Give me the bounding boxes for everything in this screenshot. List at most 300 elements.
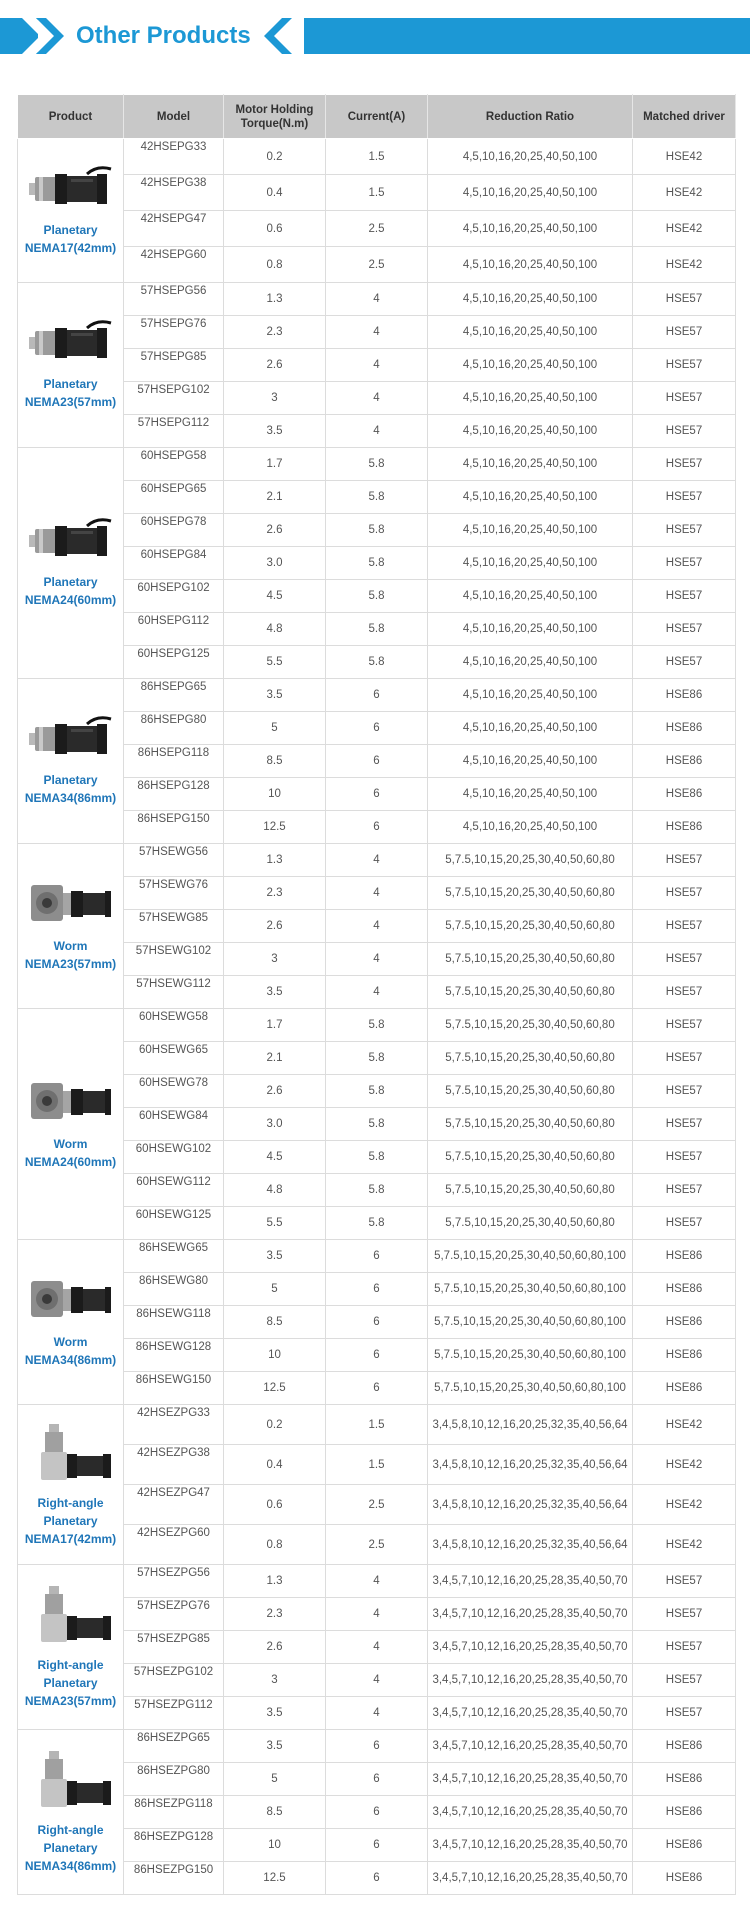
ratio-cell: 4,5,10,16,20,25,40,50,100 — [428, 778, 633, 811]
ratio-cell: 5,7.5,10,15,20,25,30,40,50,60,80,100 — [428, 1339, 633, 1372]
page-title: Other Products — [76, 22, 251, 49]
current-cell: 6 — [326, 1339, 428, 1372]
ratio-cell: 3,4,5,8,10,12,16,20,25,32,35,40,56,64 — [428, 1485, 633, 1525]
current-cell: 1.5 — [326, 139, 428, 175]
chevron-right-icon — [22, 18, 66, 54]
driver-cell: HSE86 — [633, 1306, 736, 1339]
model-cell: 86HSEZPG65 — [124, 1730, 224, 1763]
current-cell: 6 — [326, 1796, 428, 1829]
driver-cell: HSE86 — [633, 1829, 736, 1862]
torque-cell: 2.3 — [224, 877, 326, 910]
model-cell: 60HSEWG102 — [124, 1141, 224, 1174]
current-cell: 5.8 — [326, 1141, 428, 1174]
driver-cell: HSE57 — [633, 976, 736, 1009]
torque-cell: 12.5 — [224, 1862, 326, 1895]
table-row — [18, 745, 736, 778]
current-cell: 4 — [326, 415, 428, 448]
table-row — [18, 1372, 736, 1405]
torque-cell: 2.3 — [224, 316, 326, 349]
products-table — [17, 94, 736, 1895]
table-row — [18, 1141, 736, 1174]
table-row — [18, 547, 736, 580]
right-angle-gearbox-motor-icon — [20, 1584, 121, 1650]
torque-cell: 2.6 — [224, 910, 326, 943]
driver-cell: HSE42 — [633, 175, 736, 211]
model-cell: 60HSEWG84 — [124, 1108, 224, 1141]
torque-cell: 1.3 — [224, 844, 326, 877]
ratio-cell: 3,4,5,7,10,12,16,20,25,28,35,40,50,70 — [428, 1565, 633, 1598]
torque-cell: 5 — [224, 712, 326, 745]
driver-cell: HSE42 — [633, 1405, 736, 1445]
driver-cell: HSE57 — [633, 1207, 736, 1240]
ratio-cell: 4,5,10,16,20,25,40,50,100 — [428, 283, 633, 316]
product-name-line: NEMA17(42mm) — [24, 240, 117, 255]
current-cell: 2.5 — [326, 247, 428, 283]
current-cell: 6 — [326, 1306, 428, 1339]
ratio-cell: 3,4,5,8,10,12,16,20,25,32,35,40,56,64 — [428, 1405, 633, 1445]
chevron-left-icon — [262, 18, 306, 54]
model-cell: 57HSEPG102 — [124, 382, 224, 415]
model-cell: 60HSEPG78 — [124, 514, 224, 547]
driver-cell: HSE57 — [633, 382, 736, 415]
ratio-cell: 3,4,5,7,10,12,16,20,25,28,35,40,50,70 — [428, 1796, 633, 1829]
model-cell: 57HSEWG102 — [124, 943, 224, 976]
product-name-line: Right-angle — [37, 1823, 104, 1837]
worm-gearbox-motor-icon — [20, 1275, 121, 1327]
current-cell: 4 — [326, 349, 428, 382]
driver-cell: HSE42 — [633, 211, 736, 247]
driver-cell: HSE57 — [633, 844, 736, 877]
ratio-cell: 4,5,10,16,20,25,40,50,100 — [428, 646, 633, 679]
driver-cell: HSE86 — [633, 1763, 736, 1796]
ratio-cell: 5,7.5,10,15,20,25,30,40,50,60,80,100 — [428, 1240, 633, 1273]
table-row — [18, 1445, 736, 1485]
current-cell: 4 — [326, 316, 428, 349]
current-cell: 2.5 — [326, 211, 428, 247]
current-cell: 5.8 — [326, 1009, 428, 1042]
table-row — [18, 1730, 736, 1763]
torque-cell: 3.5 — [224, 1240, 326, 1273]
table-row — [18, 139, 736, 175]
table-row — [18, 382, 736, 415]
driver-cell: HSE57 — [633, 943, 736, 976]
current-cell: 6 — [326, 1730, 428, 1763]
product-cell — [18, 139, 124, 283]
ratio-cell: 4,5,10,16,20,25,40,50,100 — [428, 211, 633, 247]
ratio-cell: 4,5,10,16,20,25,40,50,100 — [428, 745, 633, 778]
table-row — [18, 514, 736, 547]
ratio-cell: 5,7.5,10,15,20,25,30,40,50,60,80,100 — [428, 1306, 633, 1339]
current-cell: 4 — [326, 1565, 428, 1598]
torque-cell: 0.4 — [224, 1445, 326, 1485]
table-row — [18, 646, 736, 679]
driver-cell: HSE86 — [633, 712, 736, 745]
driver-cell: HSE57 — [633, 1631, 736, 1664]
model-cell: 86HSEZPG128 — [124, 1829, 224, 1862]
driver-cell: HSE57 — [633, 646, 736, 679]
model-cell: 86HSEWG150 — [124, 1372, 224, 1405]
model-cell: 57HSEPG112 — [124, 415, 224, 448]
current-cell: 4 — [326, 283, 428, 316]
torque-cell: 3.5 — [224, 415, 326, 448]
ratio-cell: 4,5,10,16,20,25,40,50,100 — [428, 382, 633, 415]
driver-cell: HSE86 — [633, 1730, 736, 1763]
product-name-line: Planetary — [43, 377, 98, 391]
model-cell: 57HSEPG56 — [124, 283, 224, 316]
torque-cell: 1.7 — [224, 448, 326, 481]
current-cell: 5.8 — [326, 1207, 428, 1240]
ratio-cell: 5,7.5,10,15,20,25,30,40,50,60,80 — [428, 1009, 633, 1042]
current-cell: 6 — [326, 712, 428, 745]
ratio-cell: 4,5,10,16,20,25,40,50,100 — [428, 514, 633, 547]
torque-cell: 3.0 — [224, 547, 326, 580]
product-name-line: NEMA34(86mm) — [24, 791, 117, 805]
torque-cell: 2.6 — [224, 1631, 326, 1664]
product-cell — [18, 844, 124, 1009]
planetary-gearbox-motor-icon — [20, 715, 121, 765]
table-row — [18, 1207, 736, 1240]
driver-cell: HSE57 — [633, 1565, 736, 1598]
product-name-line: NEMA23(57mm) — [24, 957, 117, 971]
current-cell: 6 — [326, 1829, 428, 1862]
ratio-cell: 5,7.5,10,15,20,25,30,40,50,60,80,100 — [428, 1372, 633, 1405]
model-cell: 86HSEPG118 — [124, 745, 224, 778]
table-row — [18, 1697, 736, 1730]
driver-cell: HSE86 — [633, 811, 736, 844]
current-cell: 5.8 — [326, 613, 428, 646]
current-cell: 5.8 — [326, 481, 428, 514]
product-name-line: Worm — [53, 1137, 88, 1151]
table-row — [18, 943, 736, 976]
ratio-cell: 3,4,5,7,10,12,16,20,25,28,35,40,50,70 — [428, 1598, 633, 1631]
worm-gearbox-motor-icon — [20, 1077, 121, 1129]
ratio-cell: 5,7.5,10,15,20,25,30,40,50,60,80 — [428, 877, 633, 910]
driver-cell: HSE57 — [633, 283, 736, 316]
torque-cell: 3 — [224, 943, 326, 976]
ratio-cell: 3,4,5,7,10,12,16,20,25,28,35,40,50,70 — [428, 1763, 633, 1796]
torque-cell: 0.8 — [224, 247, 326, 283]
table-row — [18, 349, 736, 382]
torque-cell: 2.3 — [224, 1598, 326, 1631]
driver-cell: HSE57 — [633, 448, 736, 481]
torque-cell: 10 — [224, 778, 326, 811]
model-cell: 86HSEZPG118 — [124, 1796, 224, 1829]
planetary-gearbox-motor-icon — [20, 319, 121, 369]
model-cell: 57HSEPG76 — [124, 316, 224, 349]
torque-cell: 12.5 — [224, 811, 326, 844]
current-cell: 1.5 — [326, 1405, 428, 1445]
product-name-line: NEMA24(60mm) — [24, 593, 117, 607]
banner-bar-right — [304, 18, 750, 54]
section-banner — [0, 18, 750, 54]
ratio-cell: 4,5,10,16,20,25,40,50,100 — [428, 481, 633, 514]
right-angle-gearbox-motor-icon — [20, 1422, 121, 1488]
header-current: Current(A) — [326, 95, 428, 139]
torque-cell: 4.8 — [224, 1174, 326, 1207]
ratio-cell: 3,4,5,7,10,12,16,20,25,28,35,40,50,70 — [428, 1664, 633, 1697]
torque-cell: 4.8 — [224, 613, 326, 646]
product-name-line: Planetary — [43, 1676, 98, 1690]
driver-cell: HSE86 — [633, 1339, 736, 1372]
torque-cell: 5.5 — [224, 1207, 326, 1240]
product-name-line: NEMA23(57mm) — [24, 1694, 117, 1708]
table-row — [18, 1829, 736, 1862]
driver-cell: HSE57 — [633, 1009, 736, 1042]
table-row — [18, 1306, 736, 1339]
header-model: Model — [124, 95, 224, 139]
driver-cell: HSE57 — [633, 1697, 736, 1730]
ratio-cell: 5,7.5,10,15,20,25,30,40,50,60,80 — [428, 1141, 633, 1174]
ratio-cell: 3,4,5,7,10,12,16,20,25,28,35,40,50,70 — [428, 1862, 633, 1895]
header-product: Product — [18, 95, 124, 139]
current-cell: 4 — [326, 877, 428, 910]
table-row — [18, 1174, 736, 1207]
driver-cell: HSE86 — [633, 1273, 736, 1306]
driver-cell: HSE86 — [633, 1862, 736, 1895]
product-cell — [18, 1009, 124, 1240]
model-cell: 60HSEPG112 — [124, 613, 224, 646]
current-cell: 4 — [326, 976, 428, 1009]
driver-cell: HSE42 — [633, 139, 736, 175]
table-row — [18, 1042, 736, 1075]
driver-cell: HSE57 — [633, 1598, 736, 1631]
model-cell: 42HSEPG38 — [124, 175, 224, 211]
ratio-cell: 5,7.5,10,15,20,25,30,40,50,60,80 — [428, 1108, 633, 1141]
current-cell: 5.8 — [326, 580, 428, 613]
model-cell: 42HSEPG47 — [124, 211, 224, 247]
ratio-cell: 5,7.5,10,15,20,25,30,40,50,60,80 — [428, 976, 633, 1009]
table-row — [18, 316, 736, 349]
ratio-cell: 3,4,5,7,10,12,16,20,25,28,35,40,50,70 — [428, 1829, 633, 1862]
torque-cell: 5 — [224, 1273, 326, 1306]
table-row — [18, 1075, 736, 1108]
model-cell: 60HSEWG78 — [124, 1075, 224, 1108]
table-row — [18, 1796, 736, 1829]
table-row — [18, 1009, 736, 1042]
torque-cell: 0.2 — [224, 1405, 326, 1445]
current-cell: 6 — [326, 778, 428, 811]
driver-cell: HSE57 — [633, 415, 736, 448]
driver-cell: HSE57 — [633, 580, 736, 613]
product-name-line: NEMA23(57mm) — [24, 395, 117, 409]
planetary-gearbox-motor-icon — [20, 165, 121, 215]
product-name-line: NEMA34(86mm) — [24, 1859, 117, 1873]
torque-cell: 2.1 — [224, 481, 326, 514]
table-row — [18, 1631, 736, 1664]
model-cell: 86HSEPG128 — [124, 778, 224, 811]
table-row — [18, 1339, 736, 1372]
model-cell: 57HSEWG85 — [124, 910, 224, 943]
model-cell: 57HSEZPG56 — [124, 1565, 224, 1598]
table-row — [18, 1273, 736, 1306]
product-name-line: Planetary — [43, 575, 98, 589]
torque-cell: 8.5 — [224, 1306, 326, 1339]
current-cell: 5.8 — [326, 1075, 428, 1108]
current-cell: 5.8 — [326, 448, 428, 481]
current-cell: 6 — [326, 1372, 428, 1405]
model-cell: 60HSEPG58 — [124, 448, 224, 481]
model-cell: 57HSEZPG102 — [124, 1664, 224, 1697]
product-cell — [18, 1240, 124, 1405]
torque-cell: 10 — [224, 1829, 326, 1862]
torque-cell: 2.6 — [224, 349, 326, 382]
torque-cell: 2.1 — [224, 1042, 326, 1075]
driver-cell: HSE57 — [633, 613, 736, 646]
table-row — [18, 283, 736, 316]
ratio-cell: 4,5,10,16,20,25,40,50,100 — [428, 415, 633, 448]
ratio-cell: 4,5,10,16,20,25,40,50,100 — [428, 349, 633, 382]
worm-gearbox-motor-icon — [20, 879, 121, 931]
torque-cell: 0.2 — [224, 139, 326, 175]
current-cell: 6 — [326, 1273, 428, 1306]
current-cell: 6 — [326, 679, 428, 712]
driver-cell: HSE57 — [633, 1042, 736, 1075]
current-cell: 5.8 — [326, 1108, 428, 1141]
driver-cell: HSE57 — [633, 547, 736, 580]
driver-cell: HSE57 — [633, 910, 736, 943]
torque-cell: 3 — [224, 1664, 326, 1697]
ratio-cell: 4,5,10,16,20,25,40,50,100 — [428, 247, 633, 283]
ratio-cell: 5,7.5,10,15,20,25,30,40,50,60,80 — [428, 910, 633, 943]
product-name-line: NEMA17(42mm) — [24, 1531, 117, 1546]
model-cell: 57HSEWG56 — [124, 844, 224, 877]
product-cell — [18, 1565, 124, 1730]
planetary-gearbox-motor-icon — [20, 517, 121, 567]
model-cell: 86HSEWG65 — [124, 1240, 224, 1273]
model-cell: 42HSEZPG47 — [124, 1485, 224, 1525]
current-cell: 4 — [326, 382, 428, 415]
table-row — [18, 712, 736, 745]
model-cell: 57HSEPG85 — [124, 349, 224, 382]
product-name-line: Planetary — [43, 773, 98, 787]
table-row — [18, 1664, 736, 1697]
table-row — [18, 1862, 736, 1895]
current-cell: 6 — [326, 811, 428, 844]
torque-cell: 3.0 — [224, 1108, 326, 1141]
torque-cell: 0.6 — [224, 211, 326, 247]
torque-cell: 3.5 — [224, 679, 326, 712]
ratio-cell: 5,7.5,10,15,20,25,30,40,50,60,80 — [428, 1042, 633, 1075]
driver-cell: HSE42 — [633, 247, 736, 283]
ratio-cell: 3,4,5,7,10,12,16,20,25,28,35,40,50,70 — [428, 1697, 633, 1730]
model-cell: 60HSEPG102 — [124, 580, 224, 613]
driver-cell: HSE57 — [633, 877, 736, 910]
table-row — [18, 778, 736, 811]
driver-cell: HSE86 — [633, 778, 736, 811]
ratio-cell: 3,4,5,8,10,12,16,20,25,32,35,40,56,64 — [428, 1445, 633, 1485]
ratio-cell: 5,7.5,10,15,20,25,30,40,50,60,80 — [428, 943, 633, 976]
driver-cell: HSE57 — [633, 1141, 736, 1174]
table-row — [18, 247, 736, 283]
driver-cell: HSE86 — [633, 745, 736, 778]
table-body — [18, 139, 736, 1895]
product-cell — [18, 448, 124, 679]
product-name-line: Planetary — [43, 222, 98, 237]
model-cell: 86HSEPG150 — [124, 811, 224, 844]
table-row — [18, 679, 736, 712]
ratio-cell: 4,5,10,16,20,25,40,50,100 — [428, 580, 633, 613]
torque-cell: 0.8 — [224, 1525, 326, 1565]
table-row — [18, 1485, 736, 1525]
model-cell: 60HSEPG125 — [124, 646, 224, 679]
table-row — [18, 1405, 736, 1445]
model-cell: 60HSEWG125 — [124, 1207, 224, 1240]
model-cell: 57HSEZPG76 — [124, 1598, 224, 1631]
torque-cell: 5.5 — [224, 646, 326, 679]
current-cell: 4 — [326, 943, 428, 976]
right-angle-gearbox-motor-icon — [20, 1749, 121, 1815]
table-row — [18, 844, 736, 877]
product-cell — [18, 1730, 124, 1895]
torque-cell: 10 — [224, 1339, 326, 1372]
table-row — [18, 1565, 736, 1598]
driver-cell: HSE57 — [633, 1664, 736, 1697]
torque-cell: 2.6 — [224, 1075, 326, 1108]
model-cell: 60HSEWG65 — [124, 1042, 224, 1075]
current-cell: 2.5 — [326, 1525, 428, 1565]
driver-cell: HSE57 — [633, 316, 736, 349]
torque-cell: 3.5 — [224, 1697, 326, 1730]
driver-cell: HSE86 — [633, 1796, 736, 1829]
table-row — [18, 811, 736, 844]
current-cell: 5.8 — [326, 1174, 428, 1207]
table-row — [18, 580, 736, 613]
torque-cell: 5 — [224, 1763, 326, 1796]
torque-cell: 2.6 — [224, 514, 326, 547]
torque-cell: 4.5 — [224, 580, 326, 613]
model-cell: 86HSEWG128 — [124, 1339, 224, 1372]
table-row — [18, 1525, 736, 1565]
table-row — [18, 448, 736, 481]
model-cell: 86HSEWG80 — [124, 1273, 224, 1306]
table-row — [18, 613, 736, 646]
header-torque: Motor Holding Torque(N.m) — [224, 95, 326, 139]
current-cell: 4 — [326, 1598, 428, 1631]
product-name-line: Right-angle — [37, 1658, 104, 1672]
ratio-cell: 4,5,10,16,20,25,40,50,100 — [428, 316, 633, 349]
product-cell — [18, 283, 124, 448]
product-cell — [18, 679, 124, 844]
table-row — [18, 1598, 736, 1631]
current-cell: 4 — [326, 910, 428, 943]
table-row — [18, 415, 736, 448]
torque-cell: 0.4 — [224, 175, 326, 211]
ratio-cell: 5,7.5,10,15,20,25,30,40,50,60,80 — [428, 844, 633, 877]
product-name-line: Worm — [53, 1335, 88, 1349]
table-row — [18, 877, 736, 910]
ratio-cell: 4,5,10,16,20,25,40,50,100 — [428, 139, 633, 175]
ratio-cell: 3,4,5,8,10,12,16,20,25,32,35,40,56,64 — [428, 1525, 633, 1565]
model-cell: 42HSEZPG33 — [124, 1405, 224, 1445]
ratio-cell: 4,5,10,16,20,25,40,50,100 — [428, 712, 633, 745]
model-cell: 86HSEPG65 — [124, 679, 224, 712]
torque-cell: 8.5 — [224, 1796, 326, 1829]
driver-cell: HSE86 — [633, 1372, 736, 1405]
ratio-cell: 4,5,10,16,20,25,40,50,100 — [428, 175, 633, 211]
current-cell: 4 — [326, 1631, 428, 1664]
driver-cell: HSE57 — [633, 1174, 736, 1207]
model-cell: 86HSEWG118 — [124, 1306, 224, 1339]
current-cell: 2.5 — [326, 1485, 428, 1525]
ratio-cell: 3,4,5,7,10,12,16,20,25,28,35,40,50,70 — [428, 1631, 633, 1664]
current-cell: 4 — [326, 1697, 428, 1730]
model-cell: 86HSEZPG150 — [124, 1862, 224, 1895]
current-cell: 5.8 — [326, 514, 428, 547]
current-cell: 6 — [326, 745, 428, 778]
torque-cell: 8.5 — [224, 745, 326, 778]
driver-cell: HSE57 — [633, 481, 736, 514]
torque-cell: 1.7 — [224, 1009, 326, 1042]
